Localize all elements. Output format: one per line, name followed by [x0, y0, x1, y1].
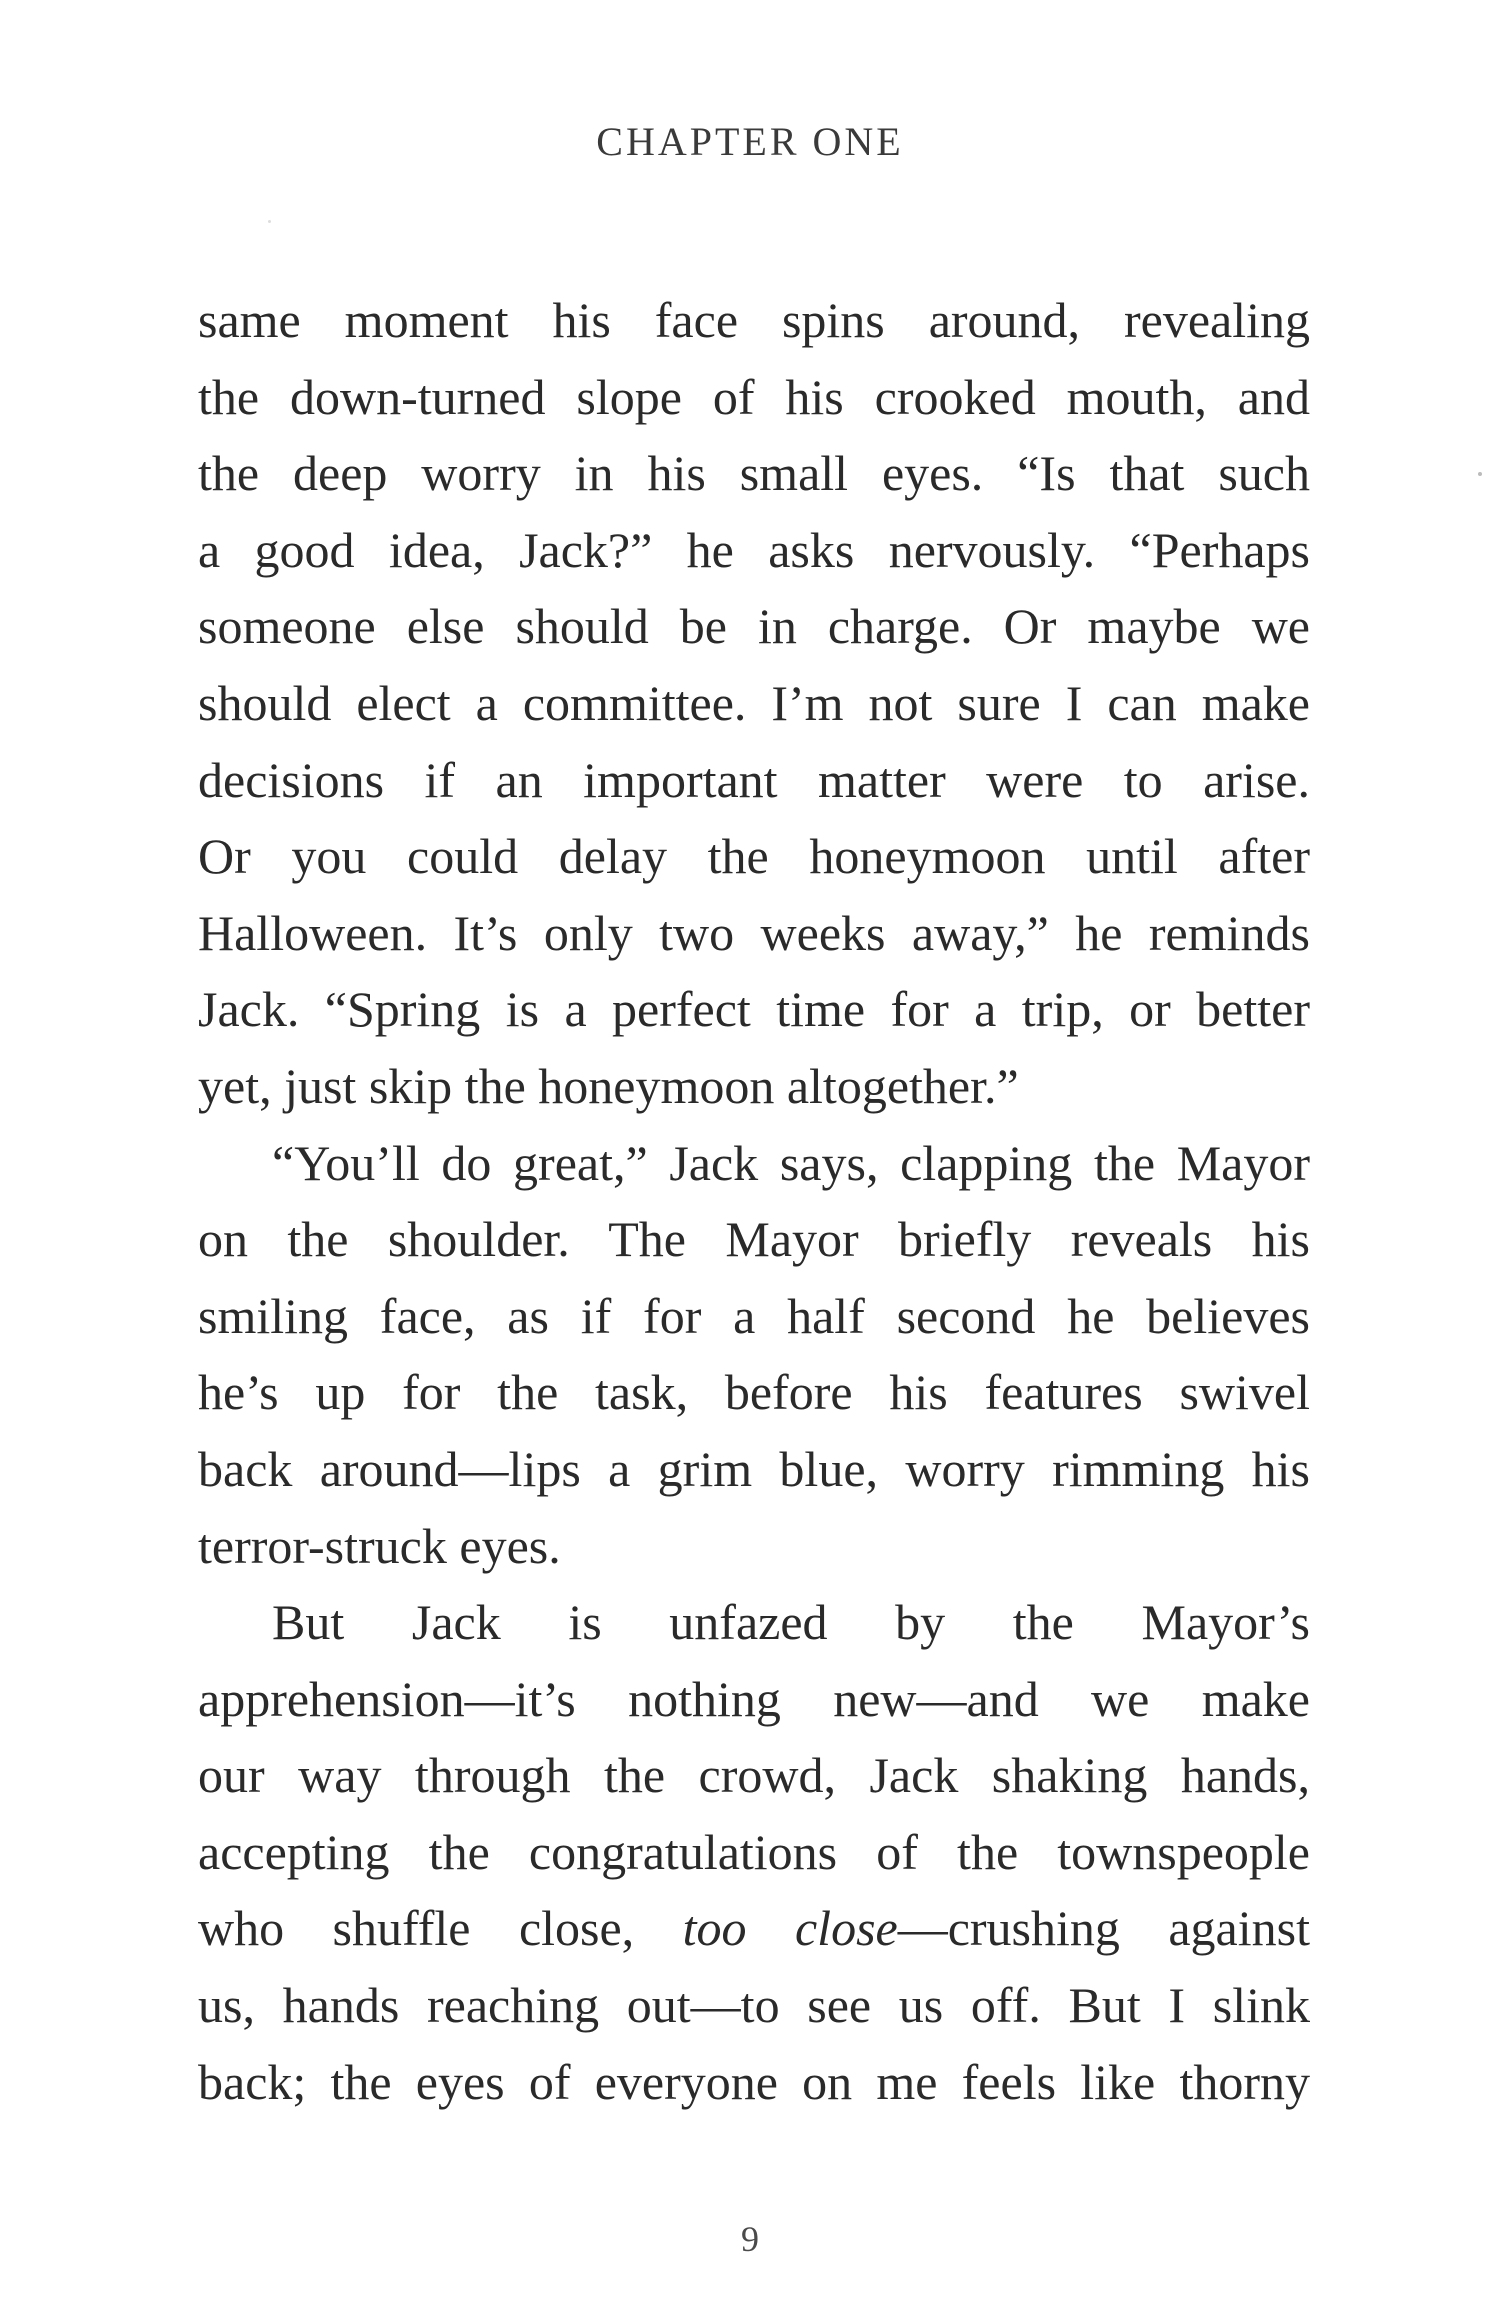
text-line: terror-struck eyes.: [198, 1517, 561, 1574]
text-line: the deep worry in his small eyes. “Is that such: [198, 445, 1310, 502]
text-line: But Jack is unfazed by the Mayor’s: [272, 1594, 1310, 1651]
page-number: 9: [741, 2219, 759, 2259]
paper-speck: [1478, 472, 1482, 476]
text-line-with-italic: [198, 1890, 1310, 1967]
text-line: someone else should be in charge. Or maybe we: [198, 598, 1310, 655]
text-line: should elect a committee. I’m not sure I can make: [198, 674, 1310, 731]
text-line: same moment his face spins around, revealing: [198, 292, 1310, 348]
chapter-header: CHAPTER ONE: [596, 119, 904, 164]
text-line: “You’ll do great,” Jack says, clapping the Mayor: [272, 1134, 1310, 1191]
text-line: yet, just skip the honeymoon altogether.”: [198, 1057, 1019, 1114]
text-line: us, hands reaching out—to see us off. But I slink: [198, 1977, 1310, 2034]
text-line: he’s up for the task, before his features swivel: [198, 1364, 1310, 1421]
text-line: Jack. “Spring is a perfect time for a trip, or better: [198, 981, 1310, 1038]
text-line: back around—lips a grim blue, worry rimming his: [198, 1440, 1310, 1497]
text-line: decisions if an important matter were to arise.: [198, 751, 1310, 808]
text-line: a good idea, Jack?” he asks nervously. “Perhaps: [198, 521, 1310, 578]
italic-emphasis: too close: [682, 1900, 898, 1957]
text-line: on the shoulder. The Mayor briefly reveals his: [198, 1211, 1310, 1268]
text-line: Or you could delay the honeymoon until after: [198, 828, 1310, 885]
text-line: back; the eyes of everyone on me feels like thorny: [198, 2053, 1310, 2110]
text-segment: who shuffle close,: [198, 1900, 635, 1957]
text-line: Halloween. It’s only two weeks away,” he reminds: [198, 904, 1310, 961]
text-line: apprehension—it’s nothing new—and we make: [198, 1670, 1310, 1727]
text-segment: —crushing against: [897, 1900, 1310, 1957]
body-text: [198, 282, 1310, 2120]
text-line: the down-turned slope of his crooked mouth, and: [198, 368, 1310, 425]
text-line: smiling face, as if for a half second he believes: [198, 1287, 1310, 1344]
text-line: our way through the crowd, Jack shaking hands,: [198, 1747, 1310, 1804]
paper-speck: [268, 220, 271, 223]
text-line: accepting the congratulations of the townspeople: [198, 1823, 1310, 1880]
